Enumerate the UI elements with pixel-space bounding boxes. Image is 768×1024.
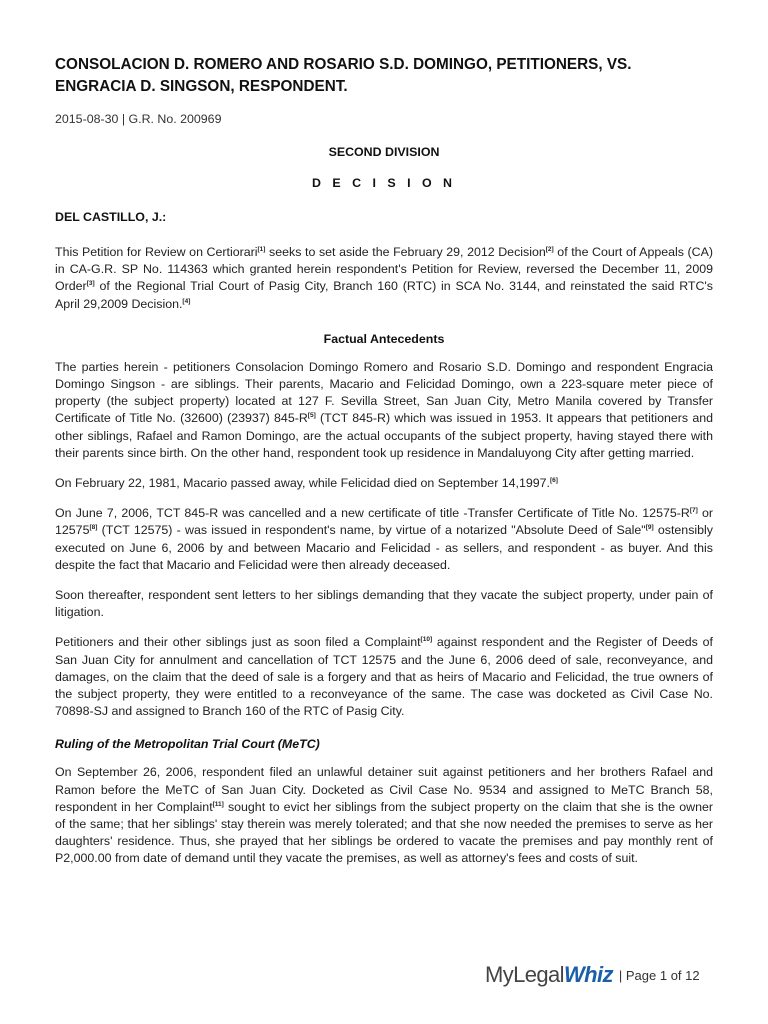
footnote-ref[interactable]: [6] bbox=[550, 476, 558, 484]
section-heading-factual: Factual Antecedents bbox=[323, 331, 445, 346]
paragraph-4: On June 7, 2006, TCT 845-R was cancelled and a new certificate of title -Transfer Certificate of Title No. 12575-R[7] or 12575[8] (TCT 12575) - was issued in respondent's name, by virtue of a notarized "Absolute Deed of Sale"[9] ostensibly executed on June 6, 2006 by and between Macario and Felicidad - as sellers, and respondent - as buyer. And this despite the fact that Macario and Felicidad were then already deceased. bbox=[55, 506, 713, 572]
page-footer bbox=[485, 960, 715, 990]
footnote-ref[interactable]: [11] bbox=[212, 800, 224, 808]
paragraph-7: On September 26, 2006, respondent filed an unlawful detainer suit against petitioners and her brothers Rafael and Ramon before the MeTC of San Juan City. Docketed as Civil Case No. 9534 and assigned to MeTC Branch 58, respondent in her Complaint[11] sought to evict her siblings from the subject property on the claim that she is the owner of the same; that her siblings' stay therein was merely tolerated; and that she now needed the premises to serve as her daughters' residence. Thus, she prayed that her siblings be ordered to vacate the premises and pay monthly rent of P2,000.00 from date of demand until they vacate the premises, as well as attorney's fees and costs of suit. bbox=[55, 765, 713, 866]
page-number: | Page 1 of 12 bbox=[618, 967, 700, 983]
footnote-ref[interactable]: [3] bbox=[86, 280, 95, 288]
case-meta: 2015-08-30 | G.R. No. 200969 bbox=[55, 112, 222, 126]
document-page bbox=[55, 54, 713, 880]
paragraph-2: The parties herein - petitioners Consolacion Domingo Romero and Rosario S.D. Domingo and respondent Engracia Domingo Singson - are siblings. Their parents, Macario and Felicidad Domingo, own a 223-square meter piece of property (the subject property) located at 127 F. Sevilla Street, San Juan City, Metro Manila covered by Transfer Certificate of Title No. (32600) (23937) 845-R[5] (TCT 845-R) which was issued in 1953. It appears that petitioners and other siblings, Rafael and Ramon Domingo, are the actual occupants of the subject property, having stayed there with their parents since birth. On the other hand, respondent took up residence in Mandaluyong City after getting married. bbox=[55, 359, 713, 460]
case-title: CONSOLACION D. ROMERO AND ROSARIO S.D. DOMINGO, PETITIONERS, VS. ENGRACIA D. SINGSON, RESPONDENT. bbox=[55, 56, 632, 95]
paragraph-6: Petitioners and their other siblings just as soon filed a Complaint[10] against respondent and the Register of Deeds of San Juan City for annulment and cancellation of TCT 12575 and the June 6, 2006 deed of sale, reconveyance, and damages, on the claim that the deed of sale is a forgery and that as heirs of Macario and Felicidad, the true owners of the subject property, they were entitled to a reconveyance of the same. The case was docketed as Civil Case No. 70898-SJ and assigned to Branch 160 of the RTC of Pasig City. bbox=[55, 635, 713, 719]
ponente: DEL CASTILLO, J.: bbox=[55, 210, 167, 224]
footnote-ref[interactable]: [8] bbox=[89, 524, 98, 532]
paragraph-5: Soon thereafter, respondent sent letters to her siblings demanding that they vacate the subject property, under pain of litigation. bbox=[55, 588, 713, 620]
footnote-ref[interactable]: [10] bbox=[420, 636, 433, 644]
footnote-ref[interactable]: [2] bbox=[545, 245, 554, 253]
footnote-ref[interactable]: [9] bbox=[645, 524, 654, 532]
decision-label: D E C I S I O N bbox=[312, 176, 456, 190]
section-heading-metc: Ruling of the Metropolitan Trial Court (MeTC) bbox=[55, 737, 320, 752]
footnote-ref[interactable]: [7] bbox=[689, 507, 698, 515]
footnote-ref[interactable]: [5] bbox=[307, 412, 316, 420]
paragraph-3: On February 22, 1981, Macario passed away, while Felicidad died on September 14,1997.[6] bbox=[55, 476, 558, 491]
mylegalwhiz-logo: MyLegalWhiz bbox=[485, 962, 613, 987]
footnote-ref[interactable]: [4] bbox=[182, 297, 191, 305]
paragraph-1: This Petition for Review on Certiorari[1] seeks to set aside the February 29, 2012 Decision[2] of the Court of Appeals (CA) in CA-G.R. SP No. 114363 which granted herein respondent's Petition for Review, reversed the December 11, 2009 Order[3] of the Regional Trial Court of Pasig City, Branch 160 (RTC) in SCA No. 3144, and reinstated the said RTC's April 29,2009 Decision.[4] bbox=[55, 245, 714, 311]
division-label: SECOND DIVISION bbox=[328, 145, 440, 159]
footnote-ref[interactable]: [1] bbox=[257, 245, 266, 253]
